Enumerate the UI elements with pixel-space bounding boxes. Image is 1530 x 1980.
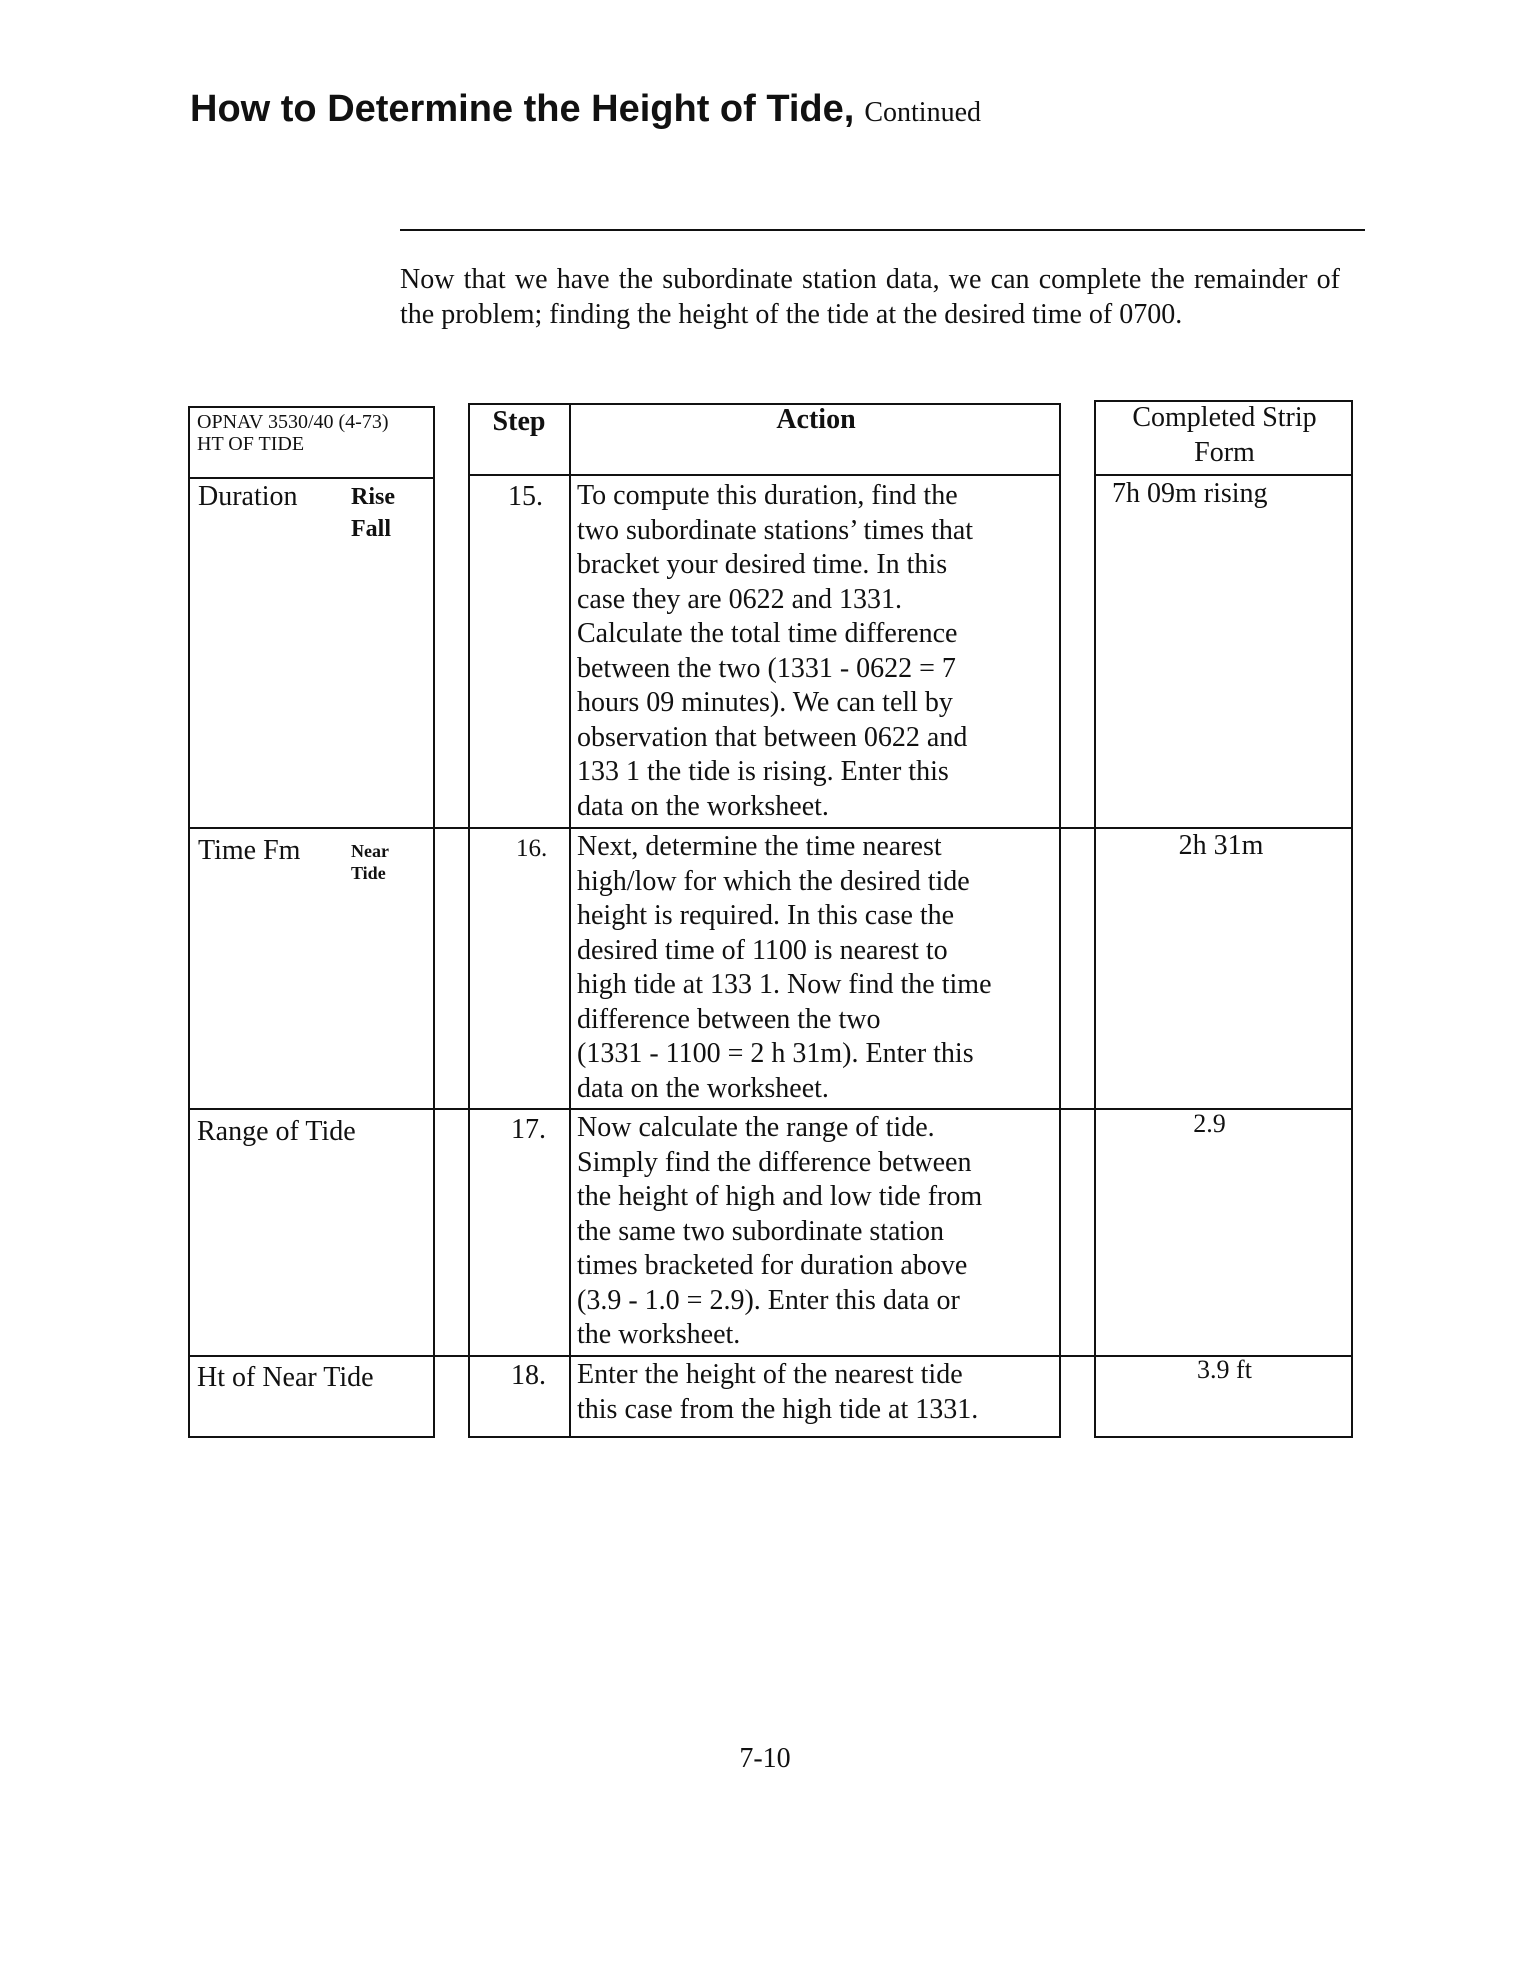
header-divider-right [1094, 474, 1353, 476]
header-divider-main [468, 474, 1061, 476]
action-line: hours 09 minutes). We can tell by [577, 687, 953, 718]
completed-value: 2h 31m [1178, 830, 1264, 861]
action-line: times bracketed for duration above [577, 1250, 968, 1281]
action-text [577, 830, 992, 1106]
action-line: 133 1 the tide is rising. Enter this [577, 756, 949, 787]
form-column [188, 406, 435, 1438]
row-sub-label: Near [351, 841, 389, 861]
action-line: Enter the height of the nearest tide [577, 1359, 963, 1390]
action-line: bracket your desired time. In this [577, 549, 948, 580]
completed-header-line1: Completed Strip [1132, 402, 1317, 433]
action-header: Action [776, 404, 856, 435]
action-line: Now calculate the range of tide. [577, 1112, 935, 1143]
step-number: 17. [511, 1114, 546, 1145]
step-header: Step [492, 406, 546, 437]
row-sub-label: Fall [351, 516, 391, 542]
intro-paragraph: Now that we have the subordinate station data, we can complete the remainder of the problem; finding the height of the tide at the desired time of 0700. [400, 264, 1340, 330]
row-sub-label: Tide [351, 863, 386, 883]
action-line: Next, determine the time nearest [577, 831, 942, 862]
action-line: the height of high and low tide from [577, 1181, 983, 1212]
step-number: 18. [511, 1360, 546, 1391]
step-action-divider [569, 405, 571, 1436]
completed-value: 2.9 [1193, 1109, 1226, 1138]
page-heading [190, 88, 981, 131]
completed-header-line2: Form [1194, 437, 1255, 468]
completed-column [1094, 400, 1353, 1438]
row-label: Ht of Near Tide [197, 1362, 374, 1393]
action-line: high tide at 133 1. Now find the time [577, 969, 992, 1000]
action-line: case they are 0622 and 1331. [577, 583, 902, 615]
action-line: two subordinate stations’ times that [577, 514, 974, 546]
action-line: the worksheet. [577, 1319, 741, 1350]
section-divider [400, 229, 1365, 231]
action-line: difference between the two [577, 1003, 881, 1035]
action-line: To compute this duration, find the [577, 480, 958, 511]
completed-value: 7h 09m rising [1112, 478, 1268, 509]
row-sub-label: Rise [351, 484, 395, 510]
continued-label: Continued [864, 97, 982, 128]
action-line: this case from the high tide at 1331. [577, 1393, 979, 1425]
action-line: between the two (1331 - 0622 = 7 [577, 652, 956, 684]
form-name: HT OF TIDE [197, 433, 305, 455]
step-number: 15. [508, 481, 543, 512]
header-divider-left [188, 477, 435, 479]
action-line: (3.9 - 1.0 = 2.9). Enter this data or [577, 1284, 960, 1316]
form-code: OPNAV 3530/40 (4-73) [197, 411, 389, 433]
action-line: desired time of 1100 is nearest to [577, 934, 948, 966]
action-line: high/low for which the desired tide [577, 865, 970, 897]
action-line: data on the worksheet. [577, 1072, 829, 1104]
completed-value: 3.9 ft [1197, 1355, 1252, 1384]
action-line: the same two subordinate station [577, 1215, 945, 1247]
row-label: Time Fm [198, 835, 301, 866]
page-number: 7-10 [739, 1743, 791, 1774]
action-line: Calculate the total time difference [577, 618, 958, 649]
action-text [577, 1111, 982, 1353]
page-title: How to Determine the Height of Tide, [190, 88, 855, 130]
action-line: (1331 - 1100 = 2 h 31m). Enter this [577, 1038, 974, 1069]
action-line: observation that between 0622 and [577, 721, 968, 753]
row-label: Duration [198, 481, 298, 512]
step-number: 16. [516, 835, 548, 862]
action-line: height is required. In this case the [577, 900, 955, 931]
action-line: data on the worksheet. [577, 790, 829, 822]
row-label: Range of Tide [197, 1116, 356, 1147]
action-line: Simply find the difference between [577, 1146, 972, 1178]
action-text [577, 479, 973, 824]
action-text [577, 1358, 978, 1427]
